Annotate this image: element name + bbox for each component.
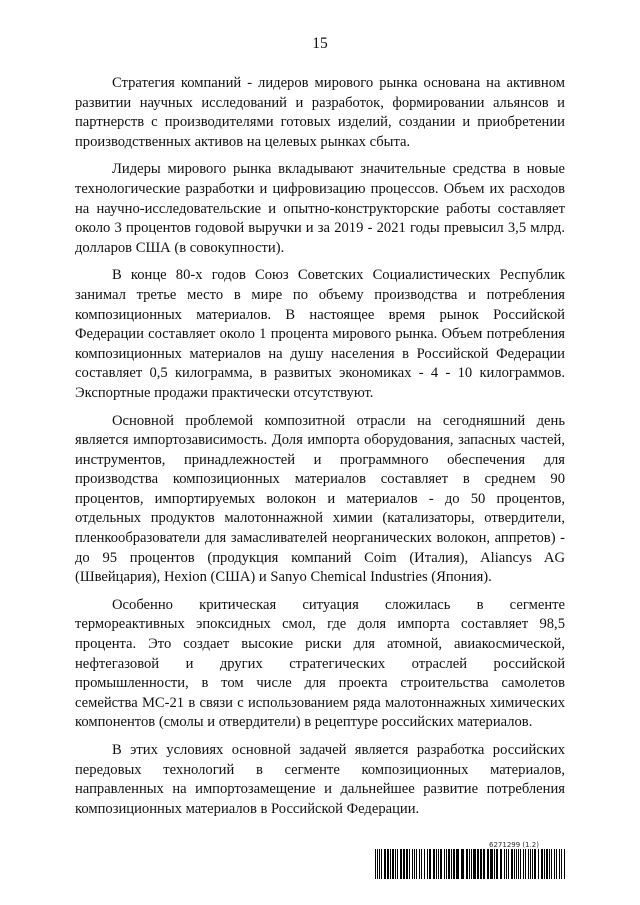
barcode-bar [397,849,398,879]
paragraph-1: Стратегия компаний - лидеров мирового рынка основана на активном развитии научных исследований и разработок, формировании альянсов и партнерств с производителями готовых изделий, создании и приобретении производственных активов на целевых рынках сбыта. [75,75,565,150]
barcode-bar [520,849,521,879]
barcode-bar [400,849,402,879]
barcode-bar [392,849,394,879]
barcode-bar [554,849,555,879]
document-body [75,74,565,827]
barcode-bar [538,849,539,879]
barcode-bar [440,849,442,879]
barcode-bar [534,849,536,879]
barcode [375,849,565,879]
barcode-bar [494,849,495,879]
barcode-bar [436,849,437,879]
barcode-bar [532,849,533,879]
barcode-bar [379,849,380,879]
barcode-bar [377,849,378,879]
barcode-bar [490,849,493,879]
page-number: 15 [312,35,328,52]
barcode-bar [419,849,420,879]
paragraph-6: В этих условиях основной задачей является разработка российских передовых технологий в сегменте композиционных материалов, направленных на импортозамещение и дальнейшее развитие потребления композиционных материалов в Российской Федерации. [75,742,565,817]
barcode-bar [384,849,386,879]
barcode-bar [381,849,382,879]
barcode-bar [546,849,548,879]
barcode-bar [511,849,513,879]
barcode-bar [375,849,376,879]
barcode-bar [508,849,509,879]
barcode-bar [421,849,422,879]
barcode-bar [414,849,415,879]
barcode-bar [390,849,391,879]
barcode-bar [471,849,472,879]
barcode-bar [416,849,417,879]
barcode-bar [506,849,507,879]
barcode-bar [466,849,468,879]
barcode-bar [551,849,552,879]
barcode-bar [473,849,476,879]
barcode-bar [469,849,470,879]
barcode-bar [487,849,489,879]
barcode-bar [549,849,550,879]
barcode-bar [403,849,405,879]
barcode-bar [516,849,517,879]
barcode-bar [438,849,439,879]
barcode-bar [530,849,531,879]
barcode-bar [504,849,505,879]
barcode-bar [448,849,450,879]
paragraph-3: В конце 80-х годов Союз Советских Социалистических Республик занимал третье место в мире по объему производства и потребления композиционных материалов. В настоящее время рынок Российской Федерации составляет около 1 процента мирового рынка. Объем потребления композиционных материалов на душу населения в Российской Федерации составляет 0,5 килограмма, в развитых экономиках - 4 - 10 килограммов. Экспортные продажи практически отсутствуют. [75,267,565,401]
barcode-bar [514,849,515,879]
barcode-bar [525,849,526,879]
barcode-bar [500,849,502,879]
barcode-bar [412,849,413,879]
barcode-bar [395,849,396,879]
barcode-bar [387,849,389,879]
paragraph-2: Лидеры мирового рынка вкладывают значительные средства в новые технологические разработки и цифровизацию процессов. Объем их расходов на научно-исследовательские и опытно-конструкторские работы составляет около 3 процентов годовой выручки и за 2019 - 2021 годы превысил 3,5 млрд. долларов США (в совокупности). [75,161,565,256]
barcode-bar [556,849,557,879]
barcode-bar [523,849,524,879]
barcode-bar [456,849,459,879]
barcode-bar [480,849,482,879]
barcode-bar [461,849,464,879]
barcode-bar [541,849,543,879]
barcode-bar [427,849,428,879]
barcode-bar [409,849,410,879]
barcode-bar [424,849,425,879]
barcode-bar [544,849,545,879]
barcode-bar [433,849,435,879]
barcode-bar [451,849,452,879]
barcode-bar [453,849,455,879]
barcode-bar [444,849,445,879]
barcode-bar [518,849,519,879]
barcode-bar [564,849,565,879]
barcode-bar [496,849,498,879]
barcode-bar [483,849,485,879]
document-code: 6271299 (1.2) [489,841,539,849]
barcode-bar [429,849,431,879]
paragraph-4: Основной проблемой композитной отрасли на сегодняшний день является импортозависимость. Доля импорта оборудования, запасных частей, инструментов, принадлежностей и программного обеспечения для производства композиционных материалов составляет в среднем 90 процентов, импортируемых волокон и материалов - до 50 процентов, отдельных продуктов малотоннажной химии (катализаторы, отвердители, пленкообразователи для замасливателей неорганических волокон, аппретов) - до 95 процентов (продукция компаний Coim (Италия), Aliancys AG (Швейцария), Hexion (США) и Sanyo Chemical Industries (Япония). [75,412,565,586]
barcode-graphic [375,849,565,879]
barcode-bar [406,849,408,879]
barcode-bar [446,849,447,879]
barcode-bar [561,849,562,879]
barcode-bar [477,849,479,879]
paragraph-5: Особенно критическая ситуация сложилась в сегменте термореактивных эпоксидных смол, где доля импорта составляет 98,5 процента. Это создает высокие риски для атомной, авиакосмической, нефтегазовой и других стратегических отраслей российской промышленности, в том числе для проекта строительства самолетов семейства МС-21 в связи с использованием ряда малотоннажных химических компонентов (смолы и отвердители) в рецептуре российских материалов. [75,596,565,731]
barcode-bar [559,849,560,879]
barcode-bar [528,849,529,879]
